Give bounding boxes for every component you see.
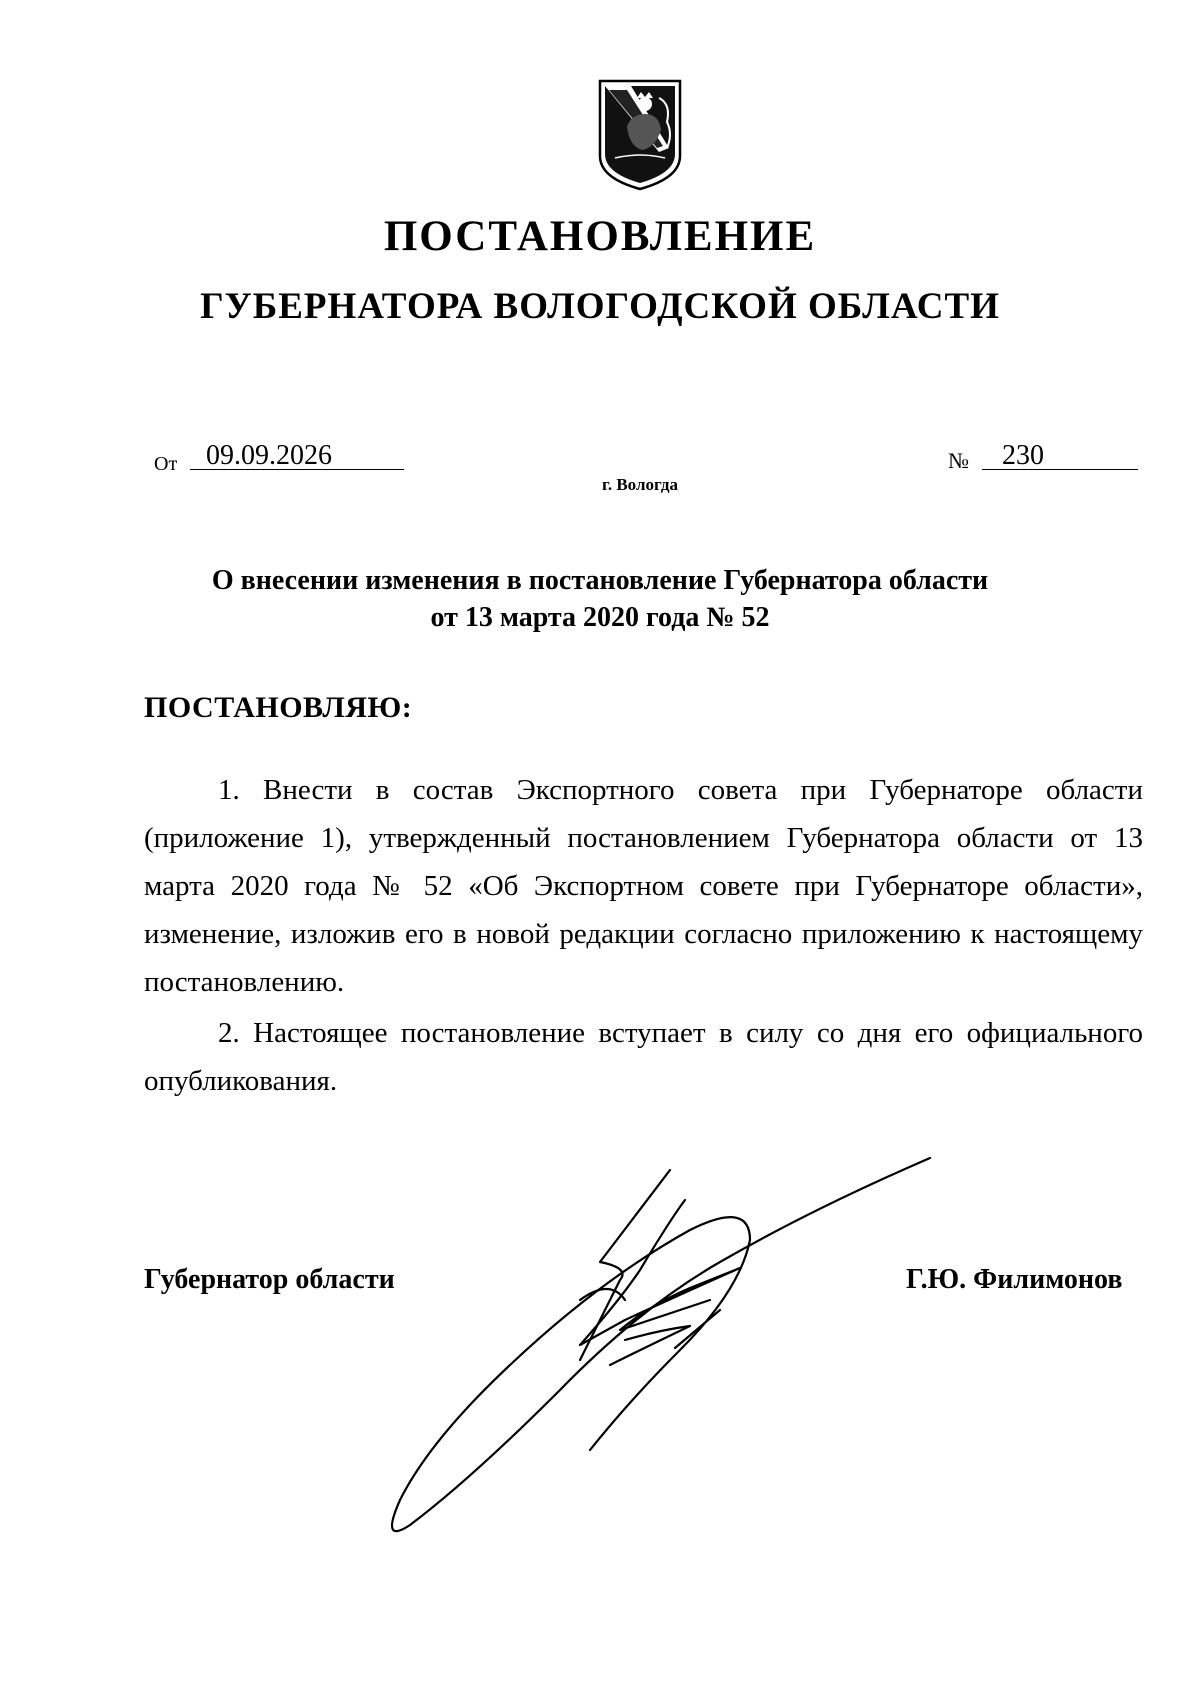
decree-item-2 <box>144 1009 1143 1105</box>
handwritten-signature <box>390 1150 950 1540</box>
document-issuer: ГУБЕРНАТОРА ВОЛОГОДСКОЙ ОБЛАСТИ <box>200 286 1000 327</box>
document-number: 230 <box>982 440 1138 470</box>
decree-item-1 <box>144 766 1143 1006</box>
subject-line-1: О внесении изменения в постановление Губернатора области <box>211 565 989 596</box>
decree-heading: ПОСТАНОВЛЯЮ: <box>144 691 413 724</box>
signatory-position: Губернатор области <box>144 1264 395 1295</box>
document-date: 09.09.2026 <box>190 440 404 470</box>
date-label: От <box>154 453 178 475</box>
signatory-name: Г.Ю. Филимонов <box>906 1264 1123 1295</box>
coat-of-arms-emblem <box>597 78 683 192</box>
decree-item-text: 2. Настоящее постановление вступает в силу со дня его официального опубликования. <box>144 1017 1143 1097</box>
document-title: ПОСТАНОВЛЕНИЕ <box>383 213 817 260</box>
decree-item-text: 1. Внести в состав Экспортного совета при Губернаторе области (приложение 1), утвержденный постановлением Губернатора области от 13 марта 2020 года № 52 «Об Экспортном совете при Губернаторе области», изменение, изложив его в новой редакции согласно приложению к настоящему постановлению. <box>144 774 1143 998</box>
document-subject <box>0 562 1200 636</box>
subject-line-2: от 13 марта 2020 года № 52 <box>430 602 770 633</box>
document-city: г. Вологда <box>602 475 678 494</box>
number-label: № <box>948 448 969 473</box>
